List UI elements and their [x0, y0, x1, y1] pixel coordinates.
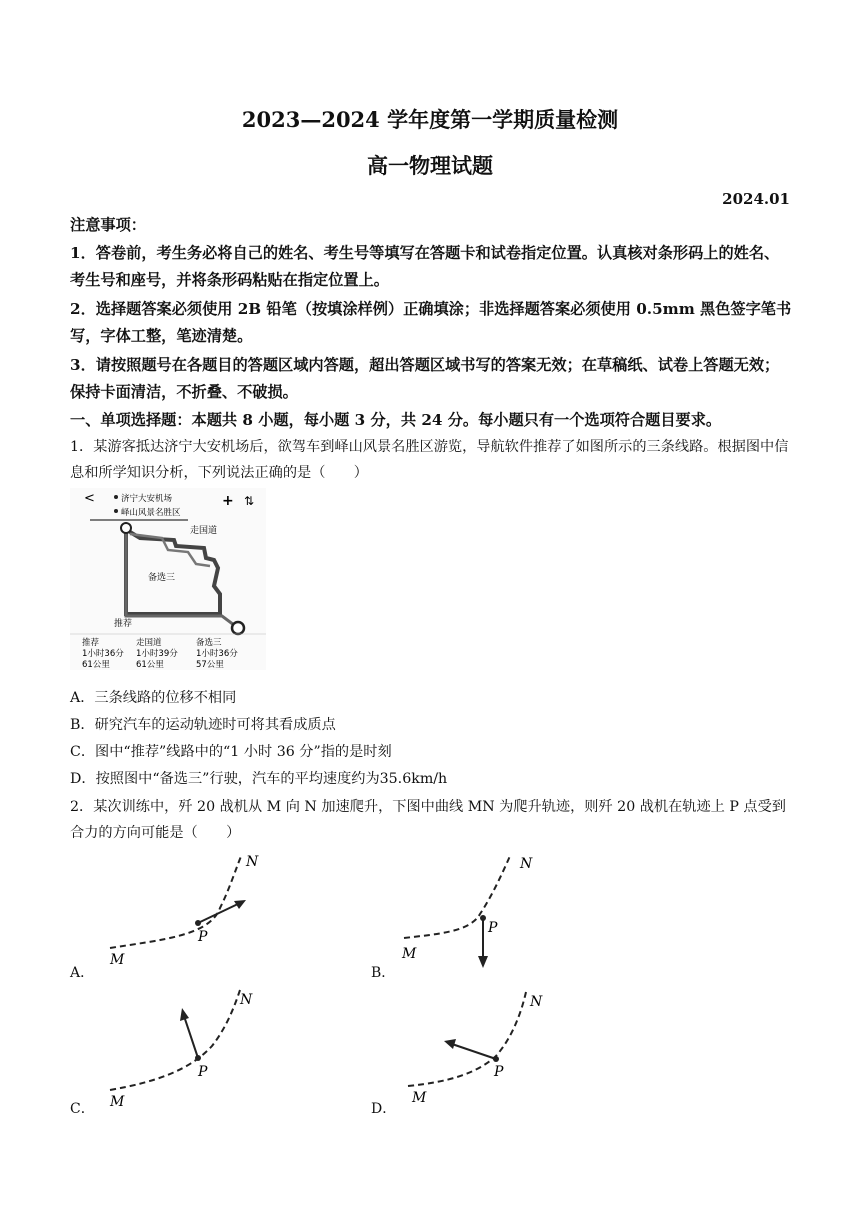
- map-origin: 济宁大安机场: [121, 494, 173, 504]
- section-heading: 一、单项选择题：本题共 8 小题，每小题 3 分，共 24 分。每小题只有一个选项符合题目要求。: [70, 411, 722, 429]
- svg-text:N: N: [240, 992, 253, 1008]
- swap-icon: ⇅: [244, 494, 255, 508]
- figure-c: [100, 986, 290, 1111]
- figure-c-label: C．: [70, 1101, 95, 1117]
- figure-d: [398, 986, 568, 1111]
- svg-text:M: M: [412, 1090, 427, 1106]
- svg-text:N: N: [246, 854, 259, 870]
- back-icon: <: [84, 491, 95, 506]
- svg-text:M: M: [110, 952, 125, 968]
- route-2-name: 走国道: [136, 638, 162, 648]
- svg-text:P: P: [198, 929, 208, 945]
- exam-title: 2023—2024 学年度第一学期质量检测: [241, 107, 619, 132]
- route-3-time: 1小时36分: [196, 649, 238, 659]
- map-destination: 峄山风景名胜区: [121, 508, 181, 518]
- route-label-alt3: 备选三: [148, 573, 176, 583]
- route-1-name: 推荐: [82, 638, 100, 648]
- note-item-1: 1．答卷前，考生务必将自己的姓名、考生号等填写在答题卡和试卷指定位置。认真核对条形码上的姓名、考生号和座号，并将条形码粘贴在指定位置上。: [70, 244, 780, 289]
- route-label-recommended: 推荐: [114, 619, 133, 629]
- route-2-dist: 61公里: [136, 660, 164, 670]
- figure-d-label: D．: [371, 1101, 397, 1117]
- exam-subtitle: 高一物理试题: [367, 153, 493, 178]
- exam-date: 2024.01: [722, 190, 790, 208]
- route-label-highway: 走国道: [190, 526, 218, 536]
- end-marker: [232, 622, 244, 634]
- route-3-dist: 57公里: [196, 660, 224, 670]
- svg-text:P: P: [488, 920, 498, 936]
- svg-text:N: N: [530, 994, 543, 1010]
- route-3-name: 备选三: [196, 638, 222, 648]
- note-item-2: 2．选择题答案必须使用 2B 铅笔（按填涂样例）正确填涂；非选择题答案必须使用 0.5mm 黑色签字笔书写，字体工整，笔迹清楚。: [70, 300, 792, 345]
- add-icon: +: [222, 493, 234, 509]
- svg-text:P: P: [198, 1064, 208, 1080]
- svg-text:M: M: [110, 1094, 125, 1110]
- q1-option-b: B．研究汽车的运动轨迹时可将其看成质点: [70, 717, 336, 733]
- notes-heading: 注意事项：: [70, 216, 146, 234]
- route-2-time: 1小时39分: [136, 649, 178, 659]
- figure-a: [100, 848, 290, 973]
- origin-dot: [114, 495, 118, 499]
- q1-option-c: C．图中“推荐”线路中的“1 小时 36 分”指的是时刻: [70, 744, 392, 760]
- q1-option-a: A．三条线路的位移不相同: [70, 690, 237, 706]
- note-item-3: 3．请按照题号在各题目的答题区域内答题，超出答题区域书写的答案无效；在草稿纸、试卷上答题无效；保持卡面清洁，不折叠、不破损。: [70, 356, 780, 401]
- svg-text:P: P: [494, 1064, 504, 1080]
- navigation-map: [70, 488, 266, 670]
- figure-b-label: B．: [371, 965, 396, 981]
- svg-text:M: M: [402, 946, 417, 962]
- start-marker: [121, 523, 131, 533]
- figure-a-label: A．: [70, 965, 95, 981]
- question-1-stem: 1．某游客抵达济宁大安机场后，欲驾车到峄山风景名胜区游览，导航软件推荐了如图所示的三条线路。根据图中信息和所学知识分析，下列说法正确的是（ ）: [70, 439, 789, 481]
- route-1-dist: 61公里: [82, 660, 110, 670]
- destination-dot: [114, 509, 118, 513]
- svg-text:N: N: [520, 856, 533, 872]
- question-2-stem: 2．某次训练中，歼 20 战机从 M 向 N 加速爬升，下图中曲线 MN 为爬升轨迹，则歼 20 战机在轨迹上 P 点受到合力的方向可能是（ ）: [70, 799, 786, 841]
- figure-b: [398, 848, 568, 973]
- route-1-time: 1小时36分: [82, 649, 124, 659]
- q1-option-d: D．按照图中“备选三”行驶，汽车的平均速度约为35.6km/h: [70, 771, 448, 787]
